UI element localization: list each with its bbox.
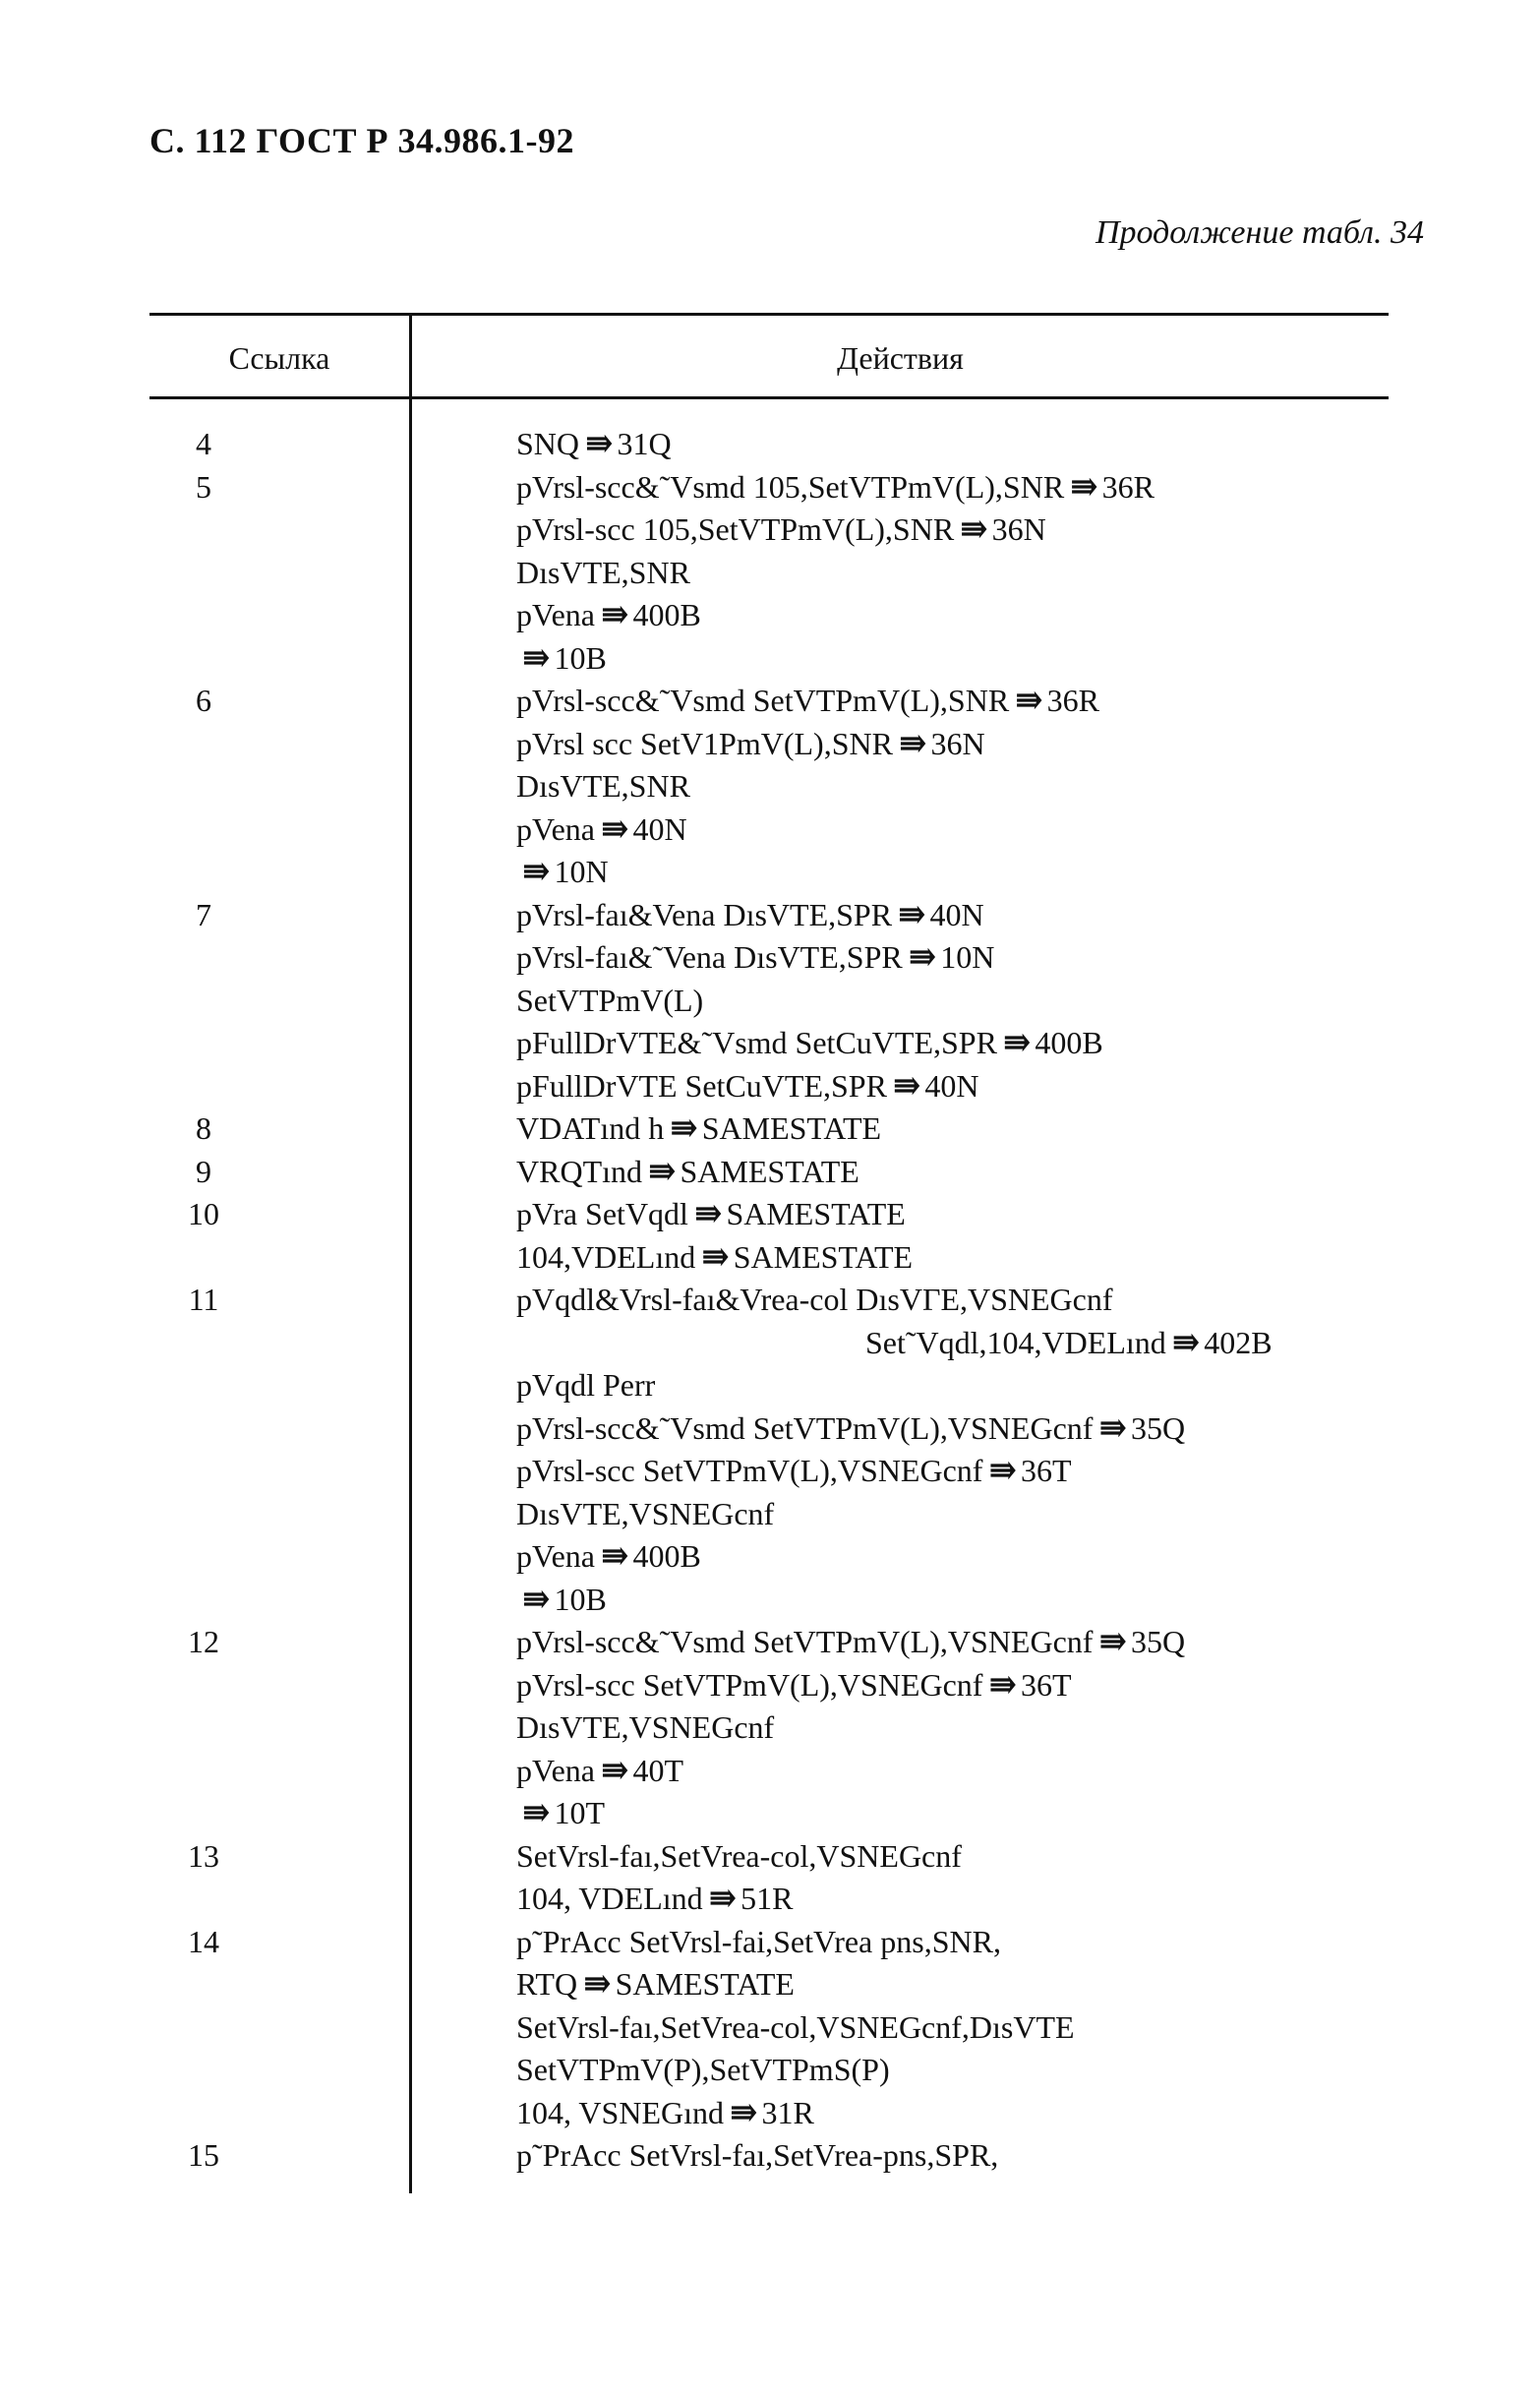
row-action (516, 1579, 607, 1622)
target-state: 35Q (1130, 1409, 1186, 1446)
row-action (516, 1193, 906, 1236)
table-row (149, 851, 1389, 894)
table-body (149, 423, 1389, 2178)
row-action (516, 1407, 1185, 1451)
action-text: VDATınd h (516, 1110, 665, 1146)
row-action (516, 1022, 1103, 1065)
table-row (149, 552, 1389, 595)
transition-arrow-icon: ⇛ (960, 511, 986, 548)
transition-arrow-icon: ⇛ (1015, 683, 1041, 719)
target-state: 31R (761, 2094, 814, 2130)
transition-arrow-icon: ⇛ (1098, 1409, 1125, 1447)
transition-arrow-icon: ⇛ (988, 1453, 1015, 1489)
row-action (516, 1706, 786, 1750)
row-reference: 11 (188, 1282, 219, 1317)
row-action (516, 1664, 1071, 1707)
action-text: SetVTPmV(L) (516, 982, 704, 1018)
target-state: 10N (554, 854, 609, 889)
row-action (516, 1835, 974, 1879)
action-text: pVena (516, 1538, 595, 1574)
transition-arrow-icon: ⇛ (898, 896, 924, 933)
page-header: С. 112 ГОСТ Р 34.986.1-92 (149, 121, 574, 160)
row-action (516, 552, 702, 595)
table-row (149, 2134, 1389, 2178)
action-text: p˜PrAcc SetVrsl-faı,SetVrea-pns,SPR, (516, 2137, 999, 2173)
row-reference: 5 (196, 468, 211, 505)
row-action (516, 680, 1099, 723)
target-state: 402B (1204, 1324, 1273, 1360)
transition-arrow-icon: ⇛ (693, 1196, 721, 1232)
target-state: 40N (632, 810, 687, 847)
table-row (149, 1921, 1389, 1964)
target-state: 36T (1020, 1453, 1072, 1488)
transition-arrow-icon: ⇛ (522, 854, 549, 890)
row-action (516, 723, 985, 766)
row-reference: 7 (196, 896, 211, 932)
target-state: 10B (554, 1581, 607, 1617)
row-action (516, 980, 715, 1023)
table-row (149, 1792, 1389, 1835)
row-action (516, 1535, 701, 1579)
transition-arrow-icon: ⇛ (892, 1067, 919, 1105)
table-row (149, 1236, 1389, 1280)
table-continuation-label: Продолжение табл. 34 (1095, 214, 1424, 251)
action-text: DısVTE,VSNEGcnf (516, 1495, 775, 1531)
transition-arrow-icon: ⇛ (1002, 1025, 1030, 1061)
table-row (149, 1621, 1389, 1664)
row-action (516, 851, 609, 894)
action-text: pVena (516, 1752, 595, 1788)
table-row (149, 936, 1389, 980)
column-header-reference: Ссылка (228, 340, 330, 376)
action-text: SetVrsl-faı,SetVrea-col,VSNEGcnf,DısVTE (516, 2008, 1075, 2045)
table-row (149, 1364, 1389, 1407)
row-action (516, 1279, 1125, 1322)
table-row (149, 1493, 1389, 1536)
table-row (149, 423, 1389, 466)
transition-arrow-icon: ⇛ (670, 1110, 696, 1147)
row-action (516, 1364, 667, 1407)
target-state: 400B (632, 597, 701, 632)
row-reference: 10 (188, 1196, 219, 1231)
target-state: 36N (991, 511, 1046, 547)
action-text: 104,VDELınd (516, 1238, 696, 1275)
transition-arrow-icon: ⇛ (1171, 1324, 1199, 1361)
table-row (149, 808, 1389, 852)
table-row (149, 894, 1389, 937)
action-text: SNQ (516, 426, 580, 461)
table-row (149, 980, 1389, 1023)
action-text: pVrsl-scc&˜Vsmd 105,SetVTPmV(L),SNR (516, 468, 1065, 505)
table-row (149, 2092, 1389, 2135)
row-reference: 9 (196, 1153, 211, 1189)
target-state: 51R (740, 1881, 794, 1916)
table-row (149, 1963, 1389, 2006)
table-row (149, 1322, 1389, 1365)
row-action (516, 1151, 859, 1194)
row-action (516, 2049, 902, 2092)
action-text: RTQ (516, 1966, 578, 2002)
table-row (149, 1579, 1389, 1622)
row-action (516, 808, 687, 852)
target-state: 10T (554, 1795, 606, 1830)
action-text: VRQTınd (516, 1153, 642, 1189)
action-text: pVena (516, 810, 595, 847)
transition-arrow-icon: ⇛ (648, 1153, 675, 1190)
transition-arrow-icon: ⇛ (988, 1666, 1015, 1704)
table-row (149, 723, 1389, 766)
table-row (149, 2006, 1389, 2050)
table-row (149, 1664, 1389, 1707)
row-action (516, 1065, 979, 1108)
row-action (516, 466, 1155, 509)
column-header-actions: Действия (837, 340, 964, 376)
transition-arrow-icon: ⇛ (729, 2094, 756, 2131)
table-row (149, 1065, 1389, 1108)
action-text: pVqdl&Vrsl-faı&Vrea-col DısVΓE,VSNEGcnf (516, 1282, 1113, 1317)
action-text: 104, VDELınd (516, 1881, 703, 1916)
table-row (149, 637, 1389, 681)
action-text: pVrsl-scc 105,SetVTPmV(L),SNR (516, 511, 955, 547)
transition-arrow-icon: ⇛ (1070, 468, 1096, 506)
table-row (149, 1706, 1389, 1750)
transition-arrow-icon: ⇛ (600, 597, 627, 633)
row-reference: 6 (196, 683, 211, 718)
table-row (149, 1279, 1389, 1322)
transition-arrow-icon: ⇛ (600, 1538, 627, 1575)
target-state: SAMESTATE (701, 1110, 882, 1146)
action-text: pVrsl-faı&˜Vena DısVTE,SPR (516, 939, 903, 975)
row-action (516, 423, 672, 466)
transition-arrow-icon: ⇛ (585, 426, 612, 462)
target-state: SAMESTATE (615, 1966, 795, 2002)
action-text: DısVTE,SNR (516, 554, 690, 590)
transition-arrow-icon: ⇛ (708, 1881, 736, 1917)
action-text: DısVTE,SNR (516, 768, 690, 804)
action-text: 104, VSNEGınd (516, 2094, 724, 2130)
table-row (149, 2049, 1389, 2092)
target-state: 400B (1035, 1025, 1103, 1060)
transition-arrow-icon: ⇛ (1098, 1624, 1125, 1660)
row-action (865, 1322, 1273, 1365)
table-row (149, 1450, 1389, 1493)
table-top-rule (149, 313, 1389, 316)
target-state: 36R (1101, 468, 1155, 505)
row-action (516, 1792, 605, 1835)
action-text: pFullDrVTE SetCuVTE,SPR (516, 1067, 887, 1104)
row-action (516, 1236, 913, 1280)
target-state: 36R (1046, 683, 1099, 718)
target-state: 40N (929, 896, 984, 932)
transition-arrow-icon: ⇛ (701, 1238, 728, 1276)
row-action (516, 1878, 793, 1921)
transition-arrow-icon: ⇛ (908, 939, 935, 976)
action-text: pVena (516, 597, 595, 632)
action-text: pVrsl-scc SetVTPmV(L),VSNEGcnf (516, 1666, 983, 1703)
row-action (516, 1921, 1013, 1964)
target-state: 10B (554, 639, 607, 676)
target-state: 40N (924, 1067, 979, 1104)
action-text: DısVTE,VSNEGcnf (516, 1709, 775, 1745)
transition-arrow-icon: ⇛ (600, 1752, 627, 1789)
action-text: pVrsl-scc&˜Vsmd SetVTPmV(L),VSNEGcnf (516, 1624, 1094, 1659)
table-row (149, 1835, 1389, 1879)
table-row (149, 1407, 1389, 1451)
row-reference: 13 (188, 1837, 219, 1874)
table-row (149, 1535, 1389, 1579)
row-action (516, 1450, 1071, 1493)
action-text: SetVrsl-faı,SetVrea-col,VSNEGcnf (516, 1837, 962, 1874)
row-action (516, 2134, 1010, 2178)
target-state: 36T (1020, 1666, 1072, 1703)
action-text: pVrsl-scc&˜Vsmd SetVTPmV(L),VSNEGcnf (516, 1409, 1094, 1446)
table-row (149, 680, 1389, 723)
table-row (149, 1193, 1389, 1236)
transition-arrow-icon: ⇛ (522, 1795, 549, 1831)
transition-arrow-icon: ⇛ (600, 810, 627, 848)
action-text: pVrsl-scc&˜Vsmd SetVTPmV(L),SNR (516, 683, 1010, 718)
target-state: SAMESTATE (680, 1153, 859, 1189)
row-action (516, 1107, 881, 1151)
target-state: 36N (930, 725, 985, 761)
row-reference: 14 (188, 1923, 219, 1959)
target-state: 10N (940, 939, 995, 975)
target-state: 400B (632, 1538, 701, 1574)
action-text: pVra SetVqdl (516, 1196, 688, 1231)
row-reference: 12 (188, 1624, 219, 1659)
transition-arrow-icon: ⇛ (583, 1966, 610, 2003)
target-state: SAMESTATE (733, 1238, 914, 1275)
action-text: SetVTPmV(P),SetVTPmS(P) (516, 2052, 890, 2087)
table-row (149, 466, 1389, 509)
row-action (516, 936, 994, 980)
table-row (149, 1878, 1389, 1921)
row-action (516, 509, 1046, 552)
row-reference: 4 (196, 426, 211, 461)
row-action (516, 1621, 1185, 1664)
row-action (516, 594, 701, 637)
table-row (149, 1022, 1389, 1065)
transition-arrow-icon: ⇛ (522, 1581, 549, 1618)
table-row (149, 1107, 1389, 1151)
action-text: pVqdl Perr (516, 1367, 656, 1403)
transition-arrow-icon: ⇛ (522, 639, 549, 677)
row-action (516, 1493, 786, 1536)
row-reference: 15 (188, 2137, 219, 2173)
table-row (149, 594, 1389, 637)
target-state: SAMESTATE (726, 1196, 906, 1231)
row-action (516, 1750, 683, 1793)
action-text: pVrsl-scc SetVTPmV(L),VSNEGcnf (516, 1453, 983, 1488)
table-row (149, 509, 1389, 552)
table-row (149, 765, 1389, 808)
row-action (516, 1963, 795, 2006)
action-text: p˜PrAcc SetVrsl-fai,SetVrea pns,SNR, (516, 1923, 1001, 1959)
action-text: Set˜Vqdl,104,VDELınd (865, 1324, 1166, 1360)
table-row (149, 1151, 1389, 1194)
row-action (516, 2092, 814, 2135)
target-state: 31Q (617, 426, 672, 461)
row-action (516, 637, 607, 681)
table-header-rule (149, 396, 1389, 399)
row-action (516, 894, 984, 937)
action-text: pVrsl scc SetV1PmV(L),SNR (516, 725, 893, 761)
table-row (149, 1750, 1389, 1793)
target-state: 40T (632, 1752, 684, 1788)
row-action (516, 765, 702, 808)
transition-arrow-icon: ⇛ (898, 725, 925, 762)
action-text: pFullDrVTE&˜Vsmd SetCuVTE,SPR (516, 1025, 997, 1060)
row-reference: 8 (196, 1110, 211, 1146)
action-text: pVrsl-faı&Vena DısVTE,SPR (516, 896, 893, 932)
target-state: 35Q (1130, 1624, 1186, 1659)
row-action (516, 2006, 1087, 2050)
